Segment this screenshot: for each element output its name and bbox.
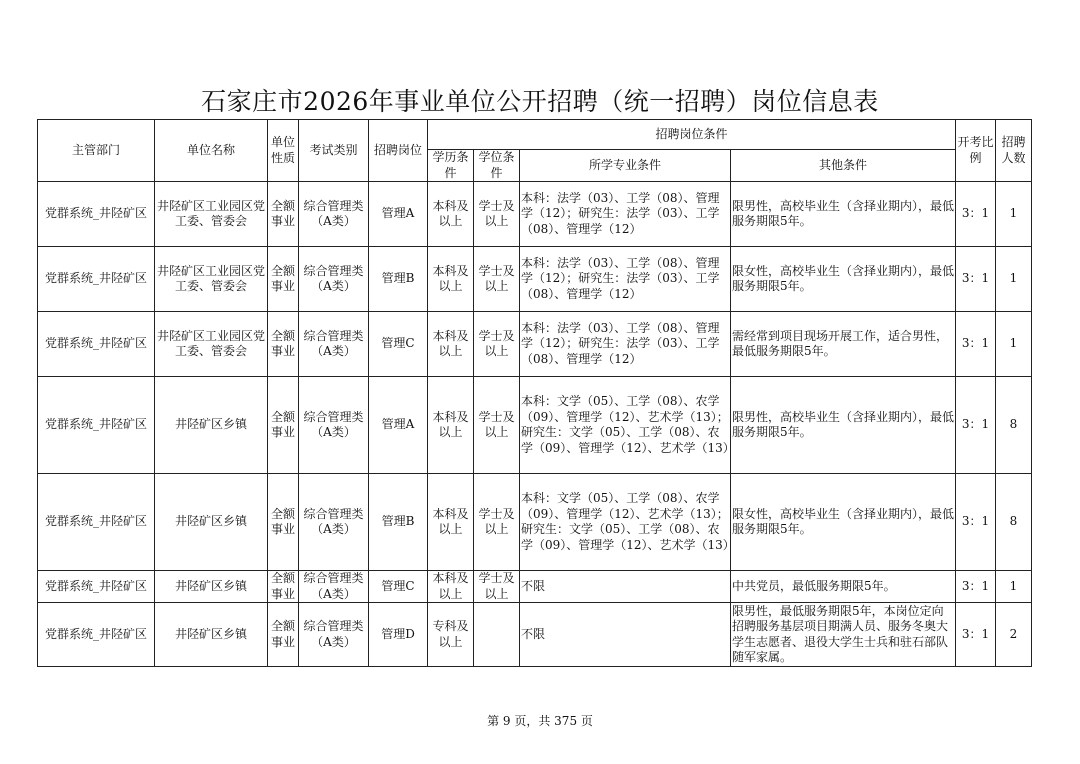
- cell-ratio: 3：1: [956, 182, 996, 247]
- page-footer: 第 9 页，共 375 页: [487, 714, 593, 728]
- cell-count: 1: [996, 247, 1032, 312]
- cell-edu: 本科及以上: [428, 312, 474, 377]
- table-row: [38, 312, 1032, 377]
- table-row: [38, 603, 1032, 667]
- cell-edu: 本科及以上: [428, 377, 474, 474]
- cell-nature: 全额事业: [268, 377, 299, 474]
- cell-ratio: 3：1: [956, 603, 996, 667]
- cell-major: 本科：文学（05）、工学（08）、农学（09）、管理学（12）、艺术学（13）；研究生：文学（05）、工学（08）、农学（09）、管理学（12）、艺术学（13）: [520, 377, 731, 474]
- cell-nature: 全额事业: [268, 312, 299, 377]
- cell-exam: 综合管理类（A类）: [299, 312, 369, 377]
- header-count: 招聘人数: [996, 120, 1032, 182]
- cell-degree: 学士及以上: [474, 312, 520, 377]
- cell-count: 1: [996, 312, 1032, 377]
- cell-dept: 党群系统_井陉矿区: [38, 377, 155, 474]
- cell-unit: 井陉矿区工业园区党工委、管委会: [155, 312, 268, 377]
- cell-unit: 井陉矿区乡镇: [155, 571, 268, 603]
- cell-degree: 学士及以上: [474, 474, 520, 571]
- cell-major: 本科：法学（03）、工学（08）、管理学（12）；研究生：法学（03）、工学（08）、管理学（12）: [520, 182, 731, 247]
- cell-dept: 党群系统_井陉矿区: [38, 247, 155, 312]
- cell-other: 需经常到项目现场开展工作，适合男性，最低服务期限5年。: [731, 312, 956, 377]
- cell-major: 本科：法学（03）、工学（08）、管理学（12）；研究生：法学（03）、工学（08）、管理学（12）: [520, 247, 731, 312]
- cell-ratio: 3：1: [956, 312, 996, 377]
- cell-other: 限男性，高校毕业生（含择业期内），最低服务期限5年。: [731, 377, 956, 474]
- cell-unit: 井陉矿区乡镇: [155, 603, 268, 667]
- cell-exam: 综合管理类（A类）: [299, 474, 369, 571]
- cell-other: 限女性，高校毕业生（含择业期内），最低服务期限5年。: [731, 474, 956, 571]
- cell-degree: 学士及以上: [474, 182, 520, 247]
- table-row: [38, 474, 1032, 571]
- header-other: 其他条件: [731, 150, 956, 182]
- cell-major: 本科：文学（05）、工学（08）、农学（09）、管理学（12）、艺术学（13）；研究生：文学（05）、工学（08）、农学（09）、管理学（12）、艺术学（13）: [520, 474, 731, 571]
- header-conditions: 招聘岗位条件: [428, 120, 956, 150]
- cell-exam: 综合管理类（A类）: [299, 182, 369, 247]
- cell-degree: 学士及以上: [474, 377, 520, 474]
- cell-unit: 井陉矿区工业园区党工委、管委会: [155, 247, 268, 312]
- table-row: [38, 247, 1032, 312]
- cell-count: 8: [996, 377, 1032, 474]
- cell-post: 管理A: [369, 377, 428, 474]
- cell-other: 中共党员，最低服务期限5年。: [731, 571, 956, 603]
- cell-edu: 本科及以上: [428, 182, 474, 247]
- cell-count: 1: [996, 571, 1032, 603]
- header-ratio: 开考比例: [956, 120, 996, 182]
- cell-dept: 党群系统_井陉矿区: [38, 603, 155, 667]
- cell-exam: 综合管理类（A类）: [299, 603, 369, 667]
- cell-ratio: 3：1: [956, 571, 996, 603]
- cell-major: 不限: [520, 603, 731, 667]
- recruitment-table: [37, 119, 1032, 667]
- cell-nature: 全额事业: [268, 474, 299, 571]
- cell-exam: 综合管理类（A类）: [299, 571, 369, 603]
- cell-dept: 党群系统_井陉矿区: [38, 474, 155, 571]
- cell-post: 管理B: [369, 474, 428, 571]
- cell-other: 限男性，高校毕业生（含择业期内），最低服务期限5年。: [731, 182, 956, 247]
- table-row: [38, 571, 1032, 603]
- cell-edu: 本科及以上: [428, 474, 474, 571]
- header-degree: 学位条件: [474, 150, 520, 182]
- cell-nature: 全额事业: [268, 571, 299, 603]
- cell-post: 管理D: [369, 603, 428, 667]
- cell-ratio: 3：1: [956, 247, 996, 312]
- header-exam: 考试类别: [299, 120, 369, 182]
- cell-degree: 学士及以上: [474, 247, 520, 312]
- cell-post: 管理B: [369, 247, 428, 312]
- header-major: 所学专业条件: [520, 150, 731, 182]
- cell-degree: 学士及以上: [474, 571, 520, 603]
- cell-post: 管理C: [369, 312, 428, 377]
- cell-other: 限男性，最低服务期限5年，本岗位定向招聘服务基层项目期满人员、服务冬奥大学生志愿者、退役大学生士兵和驻石部队随军家属。: [731, 603, 956, 667]
- cell-unit: 井陉矿区乡镇: [155, 474, 268, 571]
- cell-ratio: 3：1: [956, 377, 996, 474]
- cell-count: 1: [996, 182, 1032, 247]
- cell-post: 管理A: [369, 182, 428, 247]
- cell-nature: 全额事业: [268, 603, 299, 667]
- page-title: 石家庄市2026年事业单位公开招聘（统一招聘）岗位信息表: [201, 87, 879, 116]
- cell-dept: 党群系统_井陉矿区: [38, 182, 155, 247]
- header-nature: 单位性质: [268, 120, 299, 182]
- header-dept: 主管部门: [38, 120, 155, 182]
- cell-major: 不限: [520, 571, 731, 603]
- cell-edu: 本科及以上: [428, 247, 474, 312]
- table-row: [38, 182, 1032, 247]
- cell-other: 限女性，高校毕业生（含择业期内），最低服务期限5年。: [731, 247, 956, 312]
- cell-count: 2: [996, 603, 1032, 667]
- cell-major: 本科：法学（03）、工学（08）、管理学（12）；研究生：法学（03）、工学（08）、管理学（12）: [520, 312, 731, 377]
- table-row: [38, 377, 1032, 474]
- cell-edu: 本科及以上: [428, 571, 474, 603]
- cell-count: 8: [996, 474, 1032, 571]
- header-unit: 单位名称: [155, 120, 268, 182]
- header-edu: 学历条件: [428, 150, 474, 182]
- header-post: 招聘岗位: [369, 120, 428, 182]
- cell-dept: 党群系统_井陉矿区: [38, 312, 155, 377]
- cell-ratio: 3：1: [956, 474, 996, 571]
- cell-nature: 全额事业: [268, 247, 299, 312]
- cell-dept: 党群系统_井陉矿区: [38, 571, 155, 603]
- cell-post: 管理C: [369, 571, 428, 603]
- cell-nature: 全额事业: [268, 182, 299, 247]
- cell-unit: 井陉矿区乡镇: [155, 377, 268, 474]
- cell-degree: [474, 603, 520, 667]
- cell-exam: 综合管理类（A类）: [299, 377, 369, 474]
- cell-unit: 井陉矿区工业园区党工委、管委会: [155, 182, 268, 247]
- cell-edu: 专科及以上: [428, 603, 474, 667]
- cell-exam: 综合管理类（A类）: [299, 247, 369, 312]
